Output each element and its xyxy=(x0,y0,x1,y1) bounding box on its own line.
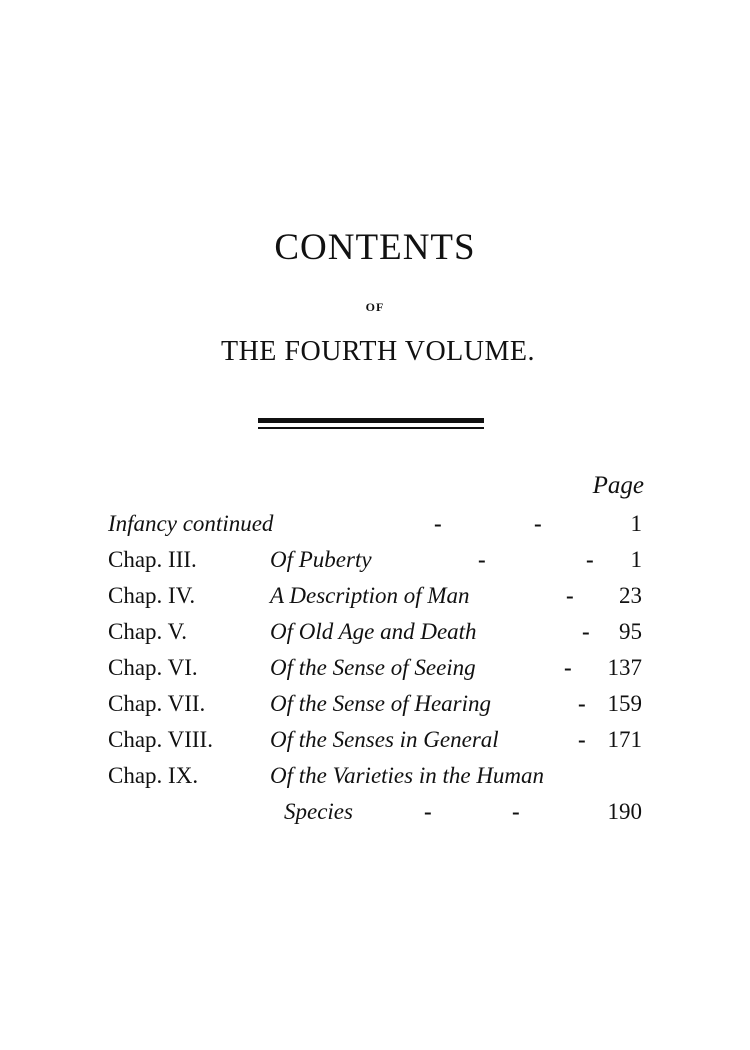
leader-dash: - xyxy=(564,655,572,680)
entry-page-number: 1 xyxy=(630,547,642,572)
toc-entry-chap-5 xyxy=(108,614,648,650)
page-column-header: Page xyxy=(592,472,644,499)
toc-entry-infancy xyxy=(108,506,648,542)
toc-entry-chap-3 xyxy=(108,542,648,578)
ornamental-rule-thick xyxy=(258,418,484,423)
leader-dash: - xyxy=(512,799,520,824)
leader-dash: - xyxy=(534,511,542,536)
leader-dash: - xyxy=(586,547,594,572)
leader-dash: - xyxy=(582,619,590,644)
leader-dash: - xyxy=(566,583,574,608)
chapter-number: Chap. VIII. xyxy=(108,727,213,752)
ornamental-rule-thin xyxy=(258,427,484,429)
entry-title: Of Old Age and Death xyxy=(270,619,477,644)
entry-title: Of the Sense of Hearing xyxy=(270,691,492,716)
chapter-number: Chap. III. xyxy=(108,547,197,572)
chapter-number: Chap. V. xyxy=(108,619,188,644)
chapter-number: Chap. VII. xyxy=(108,691,206,716)
toc-entry-chap-9-continued xyxy=(108,794,648,830)
entry-page-number: 190 xyxy=(607,799,642,824)
toc-entry-chap-8 xyxy=(108,722,648,758)
toc-entry-chap-6 xyxy=(108,650,648,686)
of-label: OF xyxy=(365,300,385,314)
volume-subtitle: THE FOURTH VOLUME. xyxy=(220,336,536,367)
chapter-number: Chap. IX. xyxy=(108,763,199,788)
entry-page-number: 137 xyxy=(607,655,642,680)
leader-dash: - xyxy=(434,511,442,536)
toc-entry-chap-9 xyxy=(108,758,648,794)
chapter-number: Chap. VI. xyxy=(108,655,198,680)
leader-dash: - xyxy=(578,691,586,716)
leader-dash: - xyxy=(478,547,486,572)
contents-title: CONTENTS xyxy=(274,227,476,268)
entry-title: Infancy continued xyxy=(108,511,274,536)
entry-page-number: 159 xyxy=(607,691,642,716)
entry-title-continued: Species xyxy=(284,799,353,824)
entry-title: Of the Senses in General xyxy=(270,727,499,752)
toc-entry-chap-7 xyxy=(108,686,648,722)
entry-page-number: 95 xyxy=(619,619,642,644)
toc-entry-chap-4 xyxy=(108,578,648,614)
chapter-number: Chap. IV. xyxy=(108,583,196,608)
entry-title: Of Puberty xyxy=(270,547,372,572)
entry-title: Of the Sense of Seeing xyxy=(270,655,476,680)
leader-dash: - xyxy=(424,799,432,824)
leader-dash: - xyxy=(578,727,586,752)
entry-title: A Description of Man xyxy=(270,583,470,608)
entry-page-number: 171 xyxy=(607,727,642,752)
entry-page-number: 23 xyxy=(619,583,642,608)
entry-title: Of the Varieties in the Human xyxy=(270,763,545,788)
entry-page-number: 1 xyxy=(630,511,642,536)
